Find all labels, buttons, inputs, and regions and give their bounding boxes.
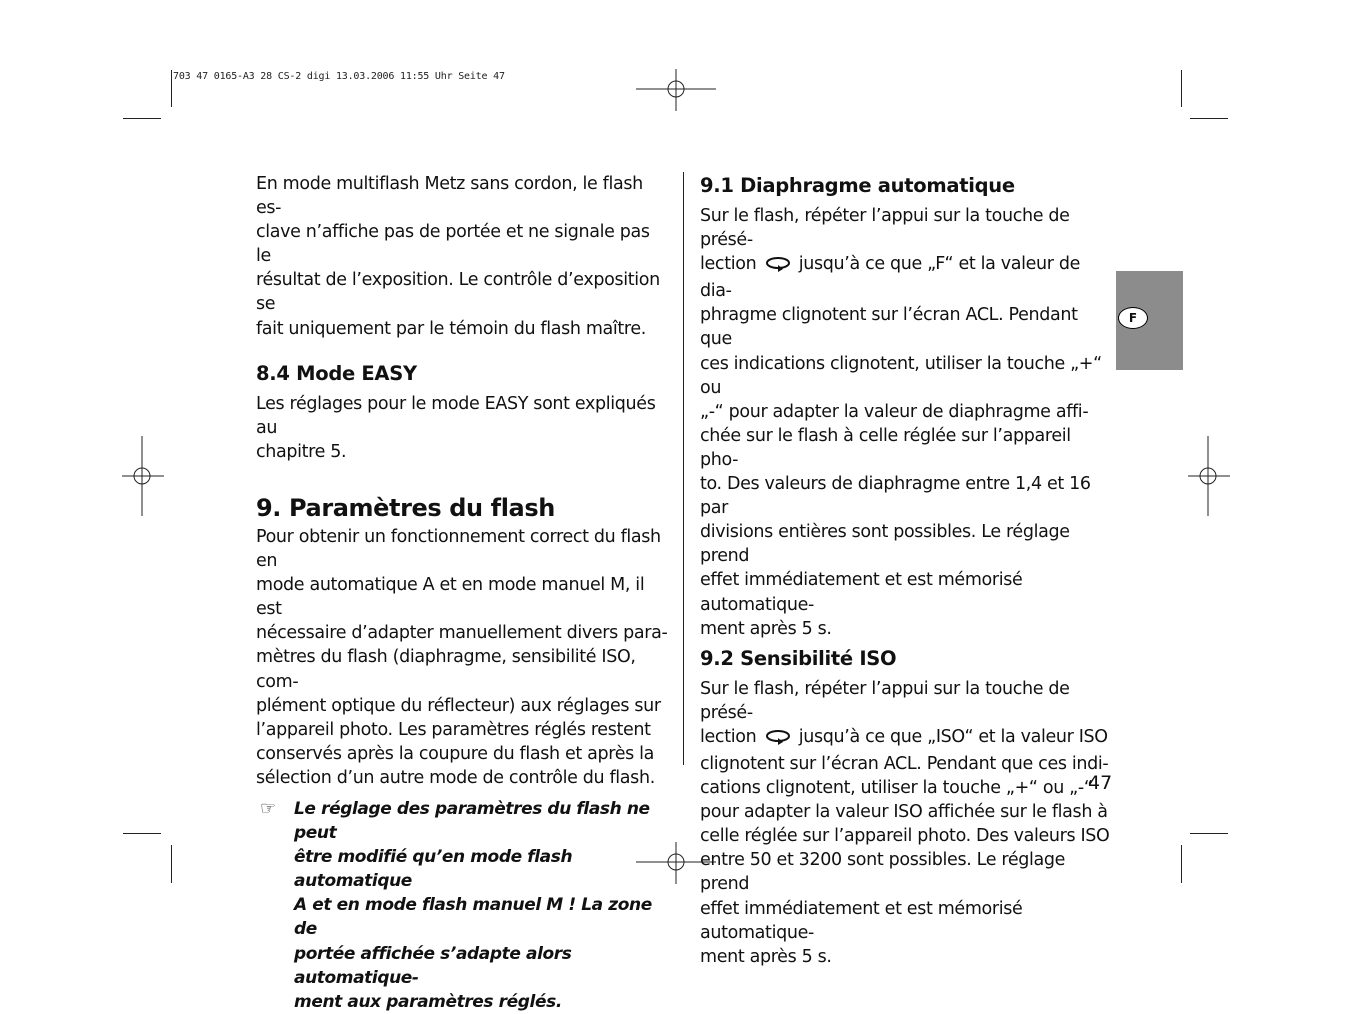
crop-mark [1190, 833, 1228, 834]
section-9-1-line-2 [700, 252, 1112, 303]
section-9-1-heading: 9.1 Diaphragme automatique [700, 174, 1015, 197]
note-block [256, 797, 668, 1014]
crop-mark [123, 833, 161, 834]
note-text: Le réglage des paramètres du flash ne peut être modifié qu’en mode flash automatique A et en mode flash manuel M ! La zone de portée affichée s’adapte alors automatique- ment aux paramètres réglés. [294, 798, 652, 1012]
language-badge: F [1118, 307, 1148, 329]
loop-arrow-icon [762, 255, 794, 279]
section-9-1-text: phragme clignotent sur l’écran ACL. Pendant que ces indications clignotent, utiliser la touche „+“ ou „-“ pour adapter la valeur de diaphragme affi- chée sur le flash à celle réglée sur l’appareil pho- to. Des valeurs de diaphragme entre 1,4 et 16 par divisions entières sont possibles. Le réglage prend effet immédiatement et est mémorisé automatique- ment après 5 s. [700, 305, 1102, 639]
crop-mark [1190, 118, 1228, 119]
crop-mark [1181, 70, 1182, 107]
registration-mark-left [122, 436, 164, 516]
print-slug: 703 47 0165-A3 28 CS-2 digi 13.03.2006 11:55 Uhr Seite 47 [173, 71, 505, 82]
registration-mark-top [636, 69, 716, 111]
pointing-hand-icon: ☞ [260, 797, 277, 819]
section-9-2-line-2-end: jusqu’à ce que „ISO“ et la valeur ISO [798, 726, 1108, 747]
crop-mark [123, 118, 161, 119]
section-8-4-heading: 8.4 Mode EASY [256, 361, 417, 385]
section-9-2-line-2 [700, 725, 1112, 752]
loop-arrow-icon [762, 728, 794, 752]
section-9-1-line-1: Sur le flash, répéter l’appui sur la touche de présé- [700, 206, 1070, 251]
section-9-heading: 9. Paramètres du flash [256, 493, 555, 522]
right-column [700, 172, 1112, 969]
section-9-text: Pour obtenir un fonctionnement correct du flash en mode automatique A et en mode manuel M, il est nécessaire d’adapter manuellement divers para- mètres du flash (diaphragme, sensibilité ISO, com- plément optique du réflecteur) aux réglages sur l’appareil photo. Les paramètres réglés restent conservés après la coupure du flash et après la sélection d’un autre mode de contrôle du flash. [256, 526, 668, 788]
crop-mark [1181, 845, 1182, 883]
section-8-4-text: Les réglages pour le mode EASY sont expliqués au chapitre 5. [256, 393, 656, 462]
column-divider [683, 172, 684, 765]
section-9-2-line-1: Sur le flash, répéter l’appui sur la touche de présé- [700, 678, 1070, 723]
section-9-2-text: clignotent sur l’écran ACL. Pendant que ces indi- cations clignotent, utiliser la touche „+“ ou „-“ pour adapter la valeur ISO affichée sur le flash à celle réglée sur l’appareil photo. Des valeurs ISO entre 50 et 3200 sont possibles. Le réglage prend effet immédiatement et est mémorisé automatique- ment après 5 s. [700, 753, 1110, 967]
left-column [256, 172, 668, 1014]
registration-mark-right [1188, 436, 1230, 516]
crop-mark [171, 845, 172, 883]
section-9-1-line-2-end: jusqu’à ce que „F“ et la valeur de dia- [700, 254, 1080, 302]
intro-paragraph: En mode multiflash Metz sans cordon, le flash es- clave n’affiche pas de portée et ne signale pas le résultat de l’exposition. Le contrôle d’exposition se fait uniquement par le témoin du flash maître. [256, 174, 660, 339]
page-number: 47 [1088, 772, 1113, 794]
section-9-2-heading: 9.2 Sensibilité ISO [700, 646, 897, 670]
section-9-2-line-2-start: lection [700, 726, 757, 747]
crop-mark [171, 70, 172, 107]
section-9-1-line-2-start: lection [700, 254, 757, 275]
